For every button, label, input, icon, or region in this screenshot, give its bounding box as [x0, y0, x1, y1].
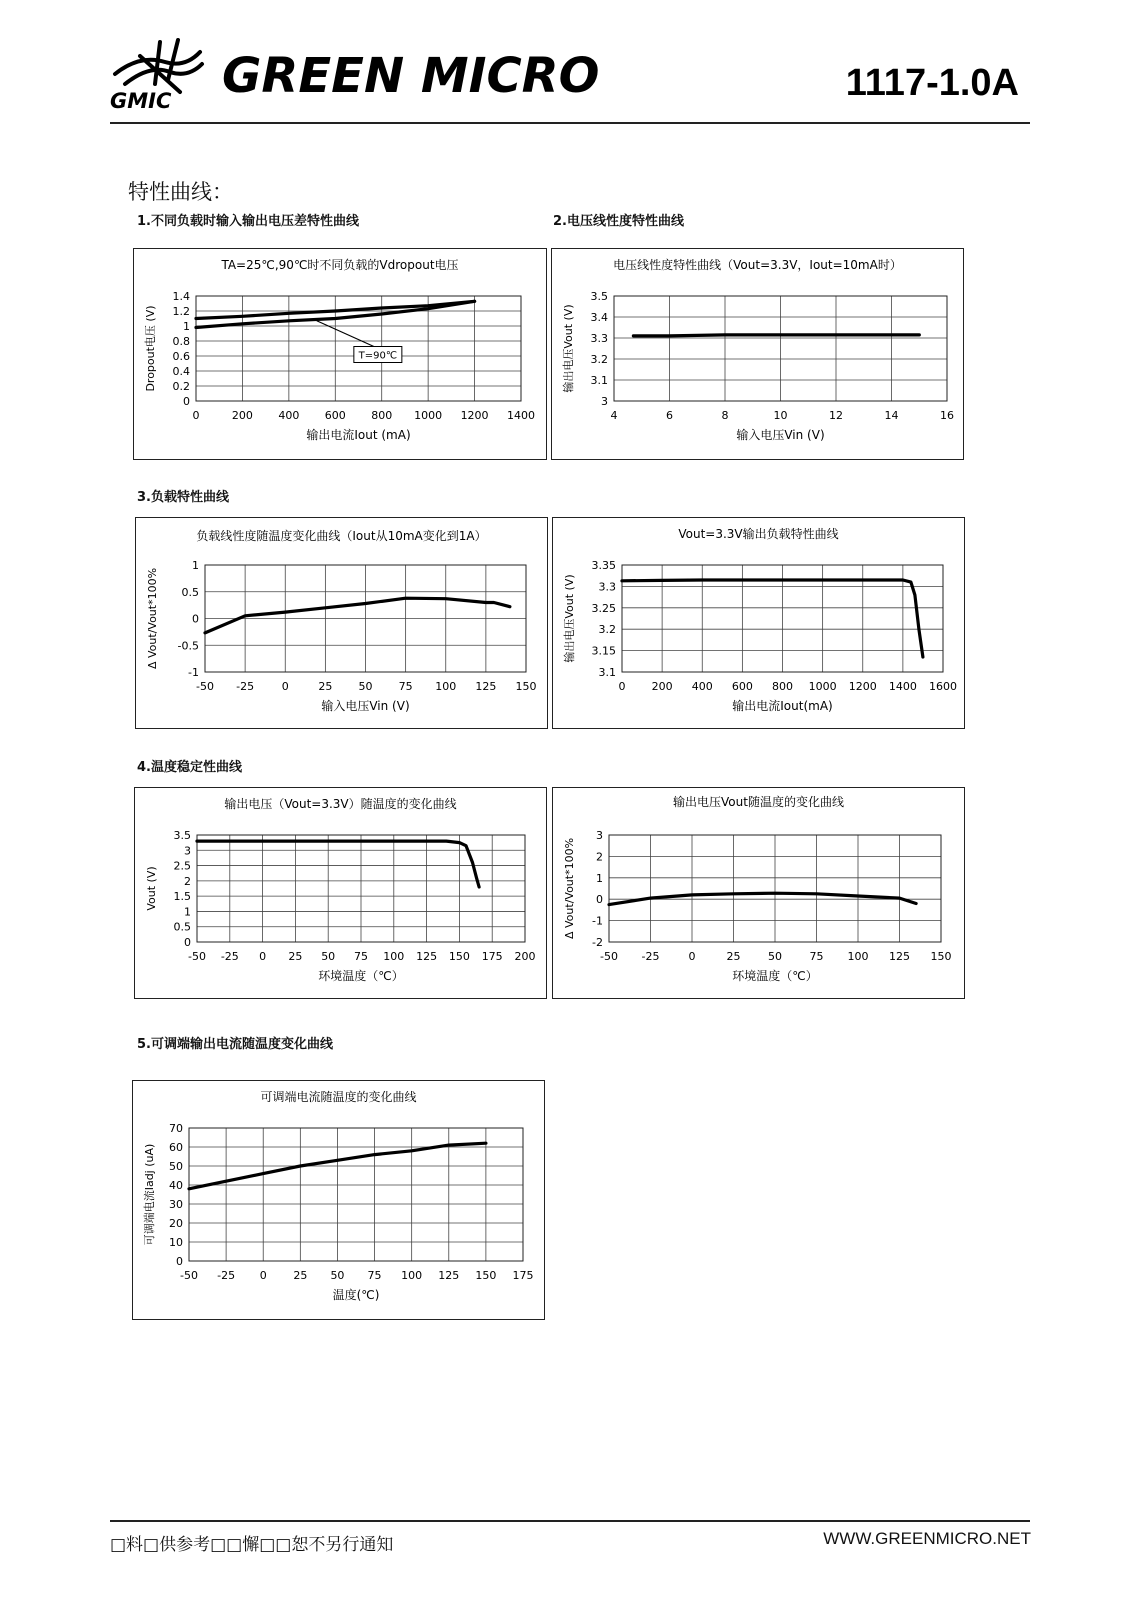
- x-tick-label: 600: [324, 409, 346, 422]
- plot-area-border: [189, 1128, 523, 1261]
- y-tick-label: 1.2: [172, 305, 190, 318]
- chart-adj-current-temperature: [132, 1080, 545, 1320]
- x-tick-label: -50: [600, 950, 618, 963]
- x-tick-label: 50: [321, 950, 336, 963]
- series-line-1: [205, 598, 510, 633]
- company-logo: [110, 34, 205, 112]
- chart-vout-temperature-svg: [135, 788, 546, 998]
- x-tick-label: 400: [278, 409, 300, 422]
- x-tick-label: 125: [475, 680, 497, 693]
- x-axis-label: 环境温度（℃）: [318, 969, 404, 983]
- y-tick-label: 50: [169, 1160, 183, 1173]
- x-tick-label: 150: [475, 1269, 497, 1282]
- x-tick-label: 125: [438, 1269, 460, 1282]
- x-tick-label: -25: [220, 950, 239, 963]
- brand-name: GREEN MICRO: [222, 48, 600, 104]
- x-tick-label: -50: [180, 1269, 198, 1282]
- x-axis-label: 输入电压Vin (V): [321, 699, 410, 713]
- x-tick-label: 150: [448, 950, 470, 963]
- y-tick-label: 70: [169, 1122, 183, 1135]
- y-tick-label: 2: [596, 850, 603, 864]
- x-tick-label: 0: [259, 950, 267, 963]
- x-tick-label: 125: [889, 950, 910, 963]
- x-axis-label: 环境温度（℃）: [732, 969, 818, 983]
- y-tick-label: 1: [183, 320, 190, 333]
- x-tick-label: 175: [512, 1269, 534, 1282]
- chart-title: 可调端电流随温度的变化曲线: [260, 1090, 417, 1104]
- y-tick-label: 3.5: [173, 829, 191, 842]
- chart-title: 输出电压（Vout=3.3V）随温度的变化曲线: [224, 797, 457, 811]
- x-tick-label: -25: [641, 950, 660, 963]
- y-tick-label: 3.1: [598, 666, 616, 679]
- dragonfly-logo-icon: [110, 34, 205, 112]
- x-tick-label: 0: [618, 680, 626, 693]
- y-tick-label: 0.6: [172, 350, 190, 363]
- y-tick-label: 0.8: [172, 335, 190, 348]
- chart-adj-current-temperature-svg: [133, 1081, 544, 1319]
- x-tick-label: 25: [293, 1269, 308, 1282]
- x-tick-label: 1000: [808, 680, 837, 693]
- chart-title: 负载线性度随温度变化曲线（Iout从10mA变化到1A）: [196, 529, 487, 543]
- y-tick-label: 40: [169, 1179, 183, 1192]
- x-tick-label: 200: [231, 409, 253, 422]
- chart-dropout-voltage-svg: [134, 249, 546, 459]
- subsection-title-5: 5.可调端输出电流随温度变化曲线: [137, 1037, 333, 1052]
- y-axis-label: 输出电压Vout (V): [563, 574, 576, 663]
- chart-line-regulation: [551, 248, 964, 460]
- y-axis-label: Δ Vout/Vout*100%: [146, 567, 159, 670]
- y-tick-label: 3.25: [591, 601, 616, 615]
- y-tick-label: -2: [592, 936, 603, 949]
- x-tick-label: 150: [515, 680, 537, 693]
- y-tick-label: 1: [596, 871, 603, 885]
- x-tick-label: 100: [847, 950, 869, 963]
- x-tick-label: 200: [514, 950, 536, 963]
- x-tick-label: 100: [401, 1269, 423, 1282]
- series-line-1: [622, 580, 923, 657]
- chart-load-characteristic-svg: [553, 518, 964, 728]
- y-tick-label: 3: [596, 829, 603, 842]
- x-tick-label: 75: [809, 950, 824, 963]
- x-tick-label: 6: [666, 409, 673, 422]
- logo-text: GMIC: [110, 89, 172, 112]
- y-tick-label: 0.5: [181, 585, 199, 599]
- x-tick-label: 4: [610, 409, 618, 422]
- x-tick-label: 75: [398, 680, 413, 693]
- y-tick-label: 3: [601, 395, 608, 408]
- y-tick-label: 0.4: [172, 365, 190, 378]
- x-tick-label: 25: [318, 680, 333, 693]
- y-tick-label: 0: [176, 1255, 183, 1268]
- x-tick-label: 0: [281, 680, 289, 693]
- y-tick-label: 0: [184, 936, 191, 949]
- y-tick-label: 3.1: [590, 374, 608, 387]
- x-tick-label: 0: [192, 409, 200, 422]
- y-tick-label: 30: [169, 1198, 183, 1211]
- y-tick-label: -0.5: [177, 639, 199, 653]
- chart-title: TA=25℃,90℃时不同负载的Vdropout电压: [221, 258, 459, 272]
- y-tick-label: 3.2: [598, 623, 616, 637]
- subsection-title-2: 2.电压线性度特性曲线: [553, 214, 684, 229]
- x-tick-label: 8: [721, 409, 729, 422]
- chart-title: Vout=3.3V输出负载特性曲线: [678, 527, 839, 541]
- chart-vout-delta-temperature: [552, 787, 965, 999]
- y-tick-label: -1: [188, 666, 199, 679]
- footer-website: WWW.GREENMICRO.NET: [823, 1529, 1031, 1548]
- annotation-label: T=90℃: [358, 350, 398, 362]
- x-tick-label: 1000: [414, 409, 443, 422]
- x-tick-label: -50: [196, 680, 214, 693]
- chart-vout-delta-temperature-svg: [553, 788, 964, 998]
- chart-title: 电压线性度特性曲线（Vout=3.3V，Iout=10mA时）: [613, 258, 902, 272]
- footer-divider: [110, 1520, 1030, 1522]
- x-axis-label: 输出电流Iout(mA): [732, 699, 833, 713]
- x-tick-label: 12: [829, 409, 843, 422]
- y-tick-label: 3.15: [591, 644, 616, 658]
- x-tick-label: 175: [481, 950, 503, 963]
- y-axis-label: Dropout电压 (V): [144, 305, 157, 392]
- y-tick-label: 3.2: [590, 353, 608, 366]
- subsection-title-4: 4.温度稳定性曲线: [137, 760, 242, 775]
- series-line-1: [633, 335, 919, 336]
- x-tick-label: 100: [435, 680, 457, 693]
- y-tick-label: 1.5: [173, 890, 191, 904]
- series-line-1: [197, 841, 479, 887]
- y-tick-label: 3.4: [590, 311, 608, 324]
- y-axis-label: Vout (V): [145, 866, 158, 911]
- subsection-title-3: 3.负载特性曲线: [137, 490, 229, 505]
- y-tick-label: 0: [596, 893, 603, 907]
- x-tick-label: 100: [383, 950, 405, 963]
- x-tick-label: 16: [940, 409, 954, 422]
- x-tick-label: 800: [772, 680, 793, 693]
- annotation-pointer: [317, 321, 374, 347]
- chart-line-regulation-svg: [552, 249, 963, 459]
- x-tick-label: 14: [884, 409, 899, 422]
- x-tick-label: 800: [371, 409, 393, 422]
- x-tick-label: 150: [930, 950, 952, 963]
- y-tick-label: 2: [184, 874, 191, 888]
- x-tick-label: 1600: [929, 680, 957, 693]
- x-tick-label: 25: [726, 950, 741, 963]
- x-tick-label: 600: [731, 680, 753, 693]
- x-tick-label: 75: [354, 950, 368, 963]
- chart-vout-temperature: [134, 787, 547, 999]
- section-title: 特性曲线：: [128, 180, 233, 204]
- x-tick-label: 50: [768, 950, 782, 963]
- y-tick-label: 3.3: [590, 332, 608, 345]
- chart-load-characteristic: [552, 517, 965, 729]
- y-tick-label: 10: [169, 1236, 183, 1249]
- chart-load-regulation-temp: [135, 517, 548, 729]
- y-tick-label: 0.5: [173, 920, 191, 934]
- y-axis-label: Δ Vout/Vout*100%: [563, 837, 576, 940]
- part-number: 1117-1.0A: [845, 62, 1019, 104]
- chart-title: 输出电压Vout随温度的变化曲线: [673, 795, 844, 809]
- y-tick-label: 2.5: [173, 859, 191, 873]
- x-tick-label: 50: [330, 1269, 345, 1282]
- header-divider: [110, 122, 1030, 124]
- x-axis-label: 输入电压Vin (V): [736, 428, 825, 442]
- x-tick-label: 1200: [848, 680, 877, 693]
- x-tick-label: -25: [236, 680, 255, 693]
- footer-disclaimer: □料□供参考□□懈□□恕不另行通知: [110, 1535, 394, 1555]
- x-tick-label: 50: [358, 680, 373, 693]
- x-axis-label: 温度(℃): [332, 1288, 380, 1302]
- x-tick-label: 25: [288, 950, 303, 963]
- subsection-title-1: 1.不同负载时输入输出电压差特性曲线: [137, 214, 359, 229]
- x-tick-label: 400: [691, 680, 713, 693]
- y-tick-label: 3.3: [598, 580, 616, 594]
- y-tick-label: -1: [592, 914, 603, 928]
- x-tick-label: 75: [367, 1269, 382, 1282]
- y-tick-label: 1.4: [172, 290, 190, 303]
- y-tick-label: 20: [169, 1217, 183, 1230]
- x-tick-label: 200: [651, 680, 673, 693]
- chart-dropout-voltage: [133, 248, 547, 460]
- y-tick-label: 1: [192, 559, 199, 572]
- y-tick-label: 60: [169, 1141, 183, 1154]
- x-tick-label: 1400: [888, 680, 917, 693]
- x-tick-label: -50: [188, 950, 206, 963]
- y-tick-label: 3.5: [590, 290, 608, 303]
- y-tick-label: 1: [184, 905, 191, 919]
- x-tick-label: 0: [688, 950, 696, 963]
- x-tick-label: -25: [217, 1269, 236, 1282]
- y-tick-label: 0: [183, 395, 190, 408]
- x-tick-label: 125: [416, 950, 438, 963]
- y-tick-label: 3: [184, 844, 191, 858]
- x-tick-label: 10: [773, 409, 788, 422]
- y-tick-label: 0.2: [172, 380, 190, 393]
- chart-load-regulation-temp-svg: [136, 518, 547, 728]
- x-tick-label: 0: [259, 1269, 267, 1282]
- x-tick-label: 1400: [507, 409, 535, 422]
- x-tick-label: 1200: [460, 409, 489, 422]
- y-axis-label: 可调端电流Iadj (uA): [143, 1143, 156, 1246]
- y-tick-label: 3.35: [591, 559, 616, 572]
- y-axis-label: 输出电压Vout (V): [562, 304, 575, 393]
- y-tick-label: 0: [192, 612, 199, 626]
- x-axis-label: 输出电流Iout (mA): [306, 428, 411, 442]
